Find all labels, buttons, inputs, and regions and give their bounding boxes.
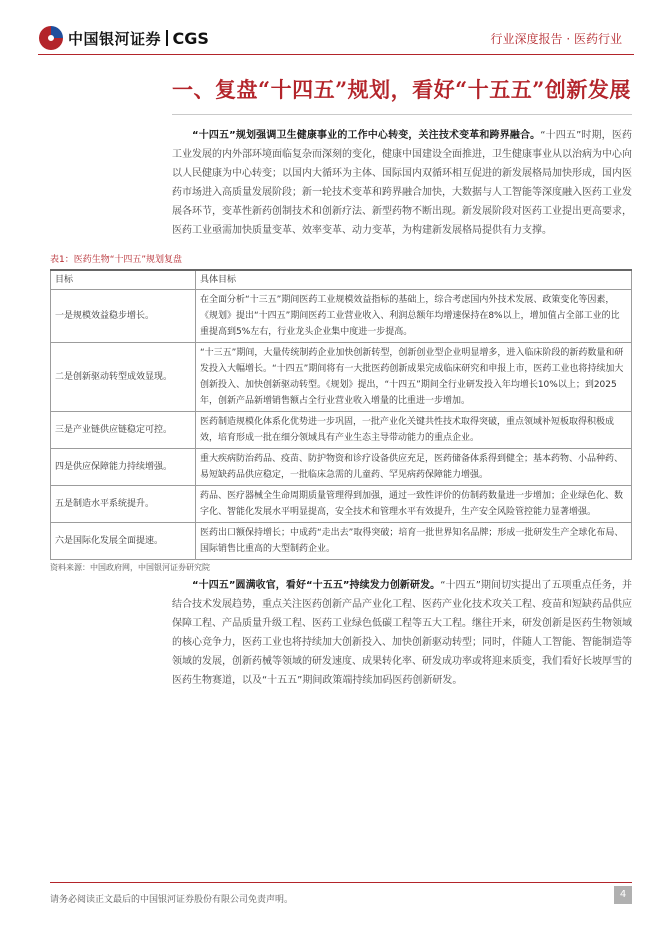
table-header-detail: 具体目标 — [196, 270, 632, 290]
footer-divider — [50, 882, 632, 883]
company-logo — [38, 24, 209, 52]
page-header — [0, 0, 662, 56]
goal-cell: 六是国际化发展全面提速。 — [51, 523, 196, 560]
logo-chinese-name: 中国银河证券 — [68, 29, 162, 48]
outlook-body-text: “十四五”期间切实提出了五项重点任务，并结合技术发展趋势，重点关注医药创新产品产业化工程、医药产业化技术攻关工程、疫苗和短缺药品供应保障工程、产品质量升级工程、医药工业绿色低碳工程等五大工程。继往开来，研发创新是医药生物领域的核心竞争力，医药工业也将持续加大创新投入、加快创新驱动转型；同时，伴随人工智能、智能制造等领域的发展，创新药械等领域的研发速度、成果转化率、研发成功率或将迎来质变，我们看好长坡厚雪的医药生物赛道，以及“十五五”期间政策端持续加码医药创新研发。 — [172, 580, 632, 686]
logo-divider — [166, 30, 168, 46]
title-divider — [172, 114, 632, 115]
detail-cell: 医药制造规模化体系化优势进一步巩固，一批产业化关键共性技术取得突破，重点领域补短板取得积极成效，培育形成一批在细分领域具有产业生态主导带动能力的重点企业。 — [196, 412, 632, 449]
cgs-logo-icon — [38, 25, 64, 51]
goal-cell: 二是创新驱动转型成效显现。 — [51, 343, 196, 412]
footer-disclaimer: 请务必阅读正文最后的中国银河证券股份有限公司免责声明。 — [50, 895, 294, 905]
table-header-goal: 目标 — [51, 270, 196, 290]
intro-paragraph — [172, 126, 632, 240]
goal-cell: 三是产业链供应链稳定可控。 — [51, 412, 196, 449]
detail-cell: “十三五”期间，大量传统制药企业加快创新转型，创新创业型企业明显增多，进入临床阶段的新药数量和研发投入大幅增长。“十四五”期间将有一大批医药创新成果完成临床研究和申报上市，医药工业也将持续加大创新投入、加快创新驱动转型。《规划》提出，“十四五”期间全行业研发投入年均增长10%以上；到2025年，创新产品新增销售额占全行业营业收入增量的比重进一步增加。 — [196, 343, 632, 412]
table-caption: 表1：医药生物“十四五”规划复盘 — [50, 255, 183, 265]
goal-cell: 一是规模效益稳步增长。 — [51, 290, 196, 343]
table-row — [51, 343, 632, 412]
detail-cell: 在全面分析“十三五”期间医药工业规模效益指标的基础上，综合考虑国内外技术发展、政策变化等因素，《规划》提出“十四五”期间医药工业营业收入、利润总额年均增速保持在8%以上，增加值占全部工业的比重提高到5%左右，行业龙头企业集中度进一步提高。 — [196, 290, 632, 343]
detail-cell: 重大疾病防治药品、疫苗、防护物资和诊疗设备供应充足，医药储备体系得到健全；基本药物、小品种药、易短缺药品供应稳定，一批临床急需的儿童药、罕见病药保障能力增强。 — [196, 449, 632, 486]
table-row — [51, 290, 632, 343]
intro-body-text: “十四五”时期，医药工业发展的内外部环境面临复杂而深刻的变化，健康中国建设全面推进，卫生健康事业从以治病为中心向以人民健康为中心转变；以国内大循环为主体、国际国内双循环相互促进的新发展格局加快形成，国内医药市场进入高质量发展阶段；新一轮技术变革和跨界融合加快，大数据与人工智能等深度融入医药工业发展各环节，变革性新药创制技术和创新疗法、新型药物不断出现。新发展阶段对医药工业提出更高要求，医药工业亟需加快质量变革、效率变革、动力变革，为构建新发展格局提供有力支撑。 — [172, 130, 632, 236]
table-source-note: 资料来源：中国政府网，中国银河证券研究院 — [50, 563, 210, 572]
section-title: 一、复盘“十四五”规划，看好“十五五”创新发展 — [172, 77, 631, 102]
plan-review-table — [50, 269, 632, 560]
outlook-lead-sentence: “十四五”圆满收官，看好“十五五”持续发力创新研发。 — [192, 580, 441, 591]
logo-english-name: CGS — [172, 28, 209, 48]
outlook-paragraph — [172, 576, 632, 690]
table-row — [51, 449, 632, 486]
table-row — [51, 412, 632, 449]
intro-lead-sentence: “十四五”规划强调卫生健康事业的工作中心转变，关注技术变革和跨界融合。 — [192, 130, 541, 141]
report-category-label: 行业深度报告 · 医药行业 — [490, 32, 622, 46]
goal-cell: 四是供应保障能力持续增强。 — [51, 449, 196, 486]
header-divider — [38, 54, 634, 55]
detail-cell: 药品、医疗器械全生命周期质量管理得到加强，通过一致性评价的仿制药数量进一步增加；企业绿色化、数字化、智能化发展水平明显提高，安全技术和管理水平有效提升，生产安全风险管控能力显著增强。 — [196, 486, 632, 523]
table-header-row — [51, 270, 632, 290]
table-row — [51, 486, 632, 523]
detail-cell: 医药出口额保持增长；中成药“走出去”取得突破；培育一批世界知名品牌；形成一批研发生产全球化布局、国际销售比重高的大型制药企业。 — [196, 523, 632, 560]
goal-cell: 五是制造水平系统提升。 — [51, 486, 196, 523]
page-number: 4 — [614, 886, 632, 904]
table-row — [51, 523, 632, 560]
